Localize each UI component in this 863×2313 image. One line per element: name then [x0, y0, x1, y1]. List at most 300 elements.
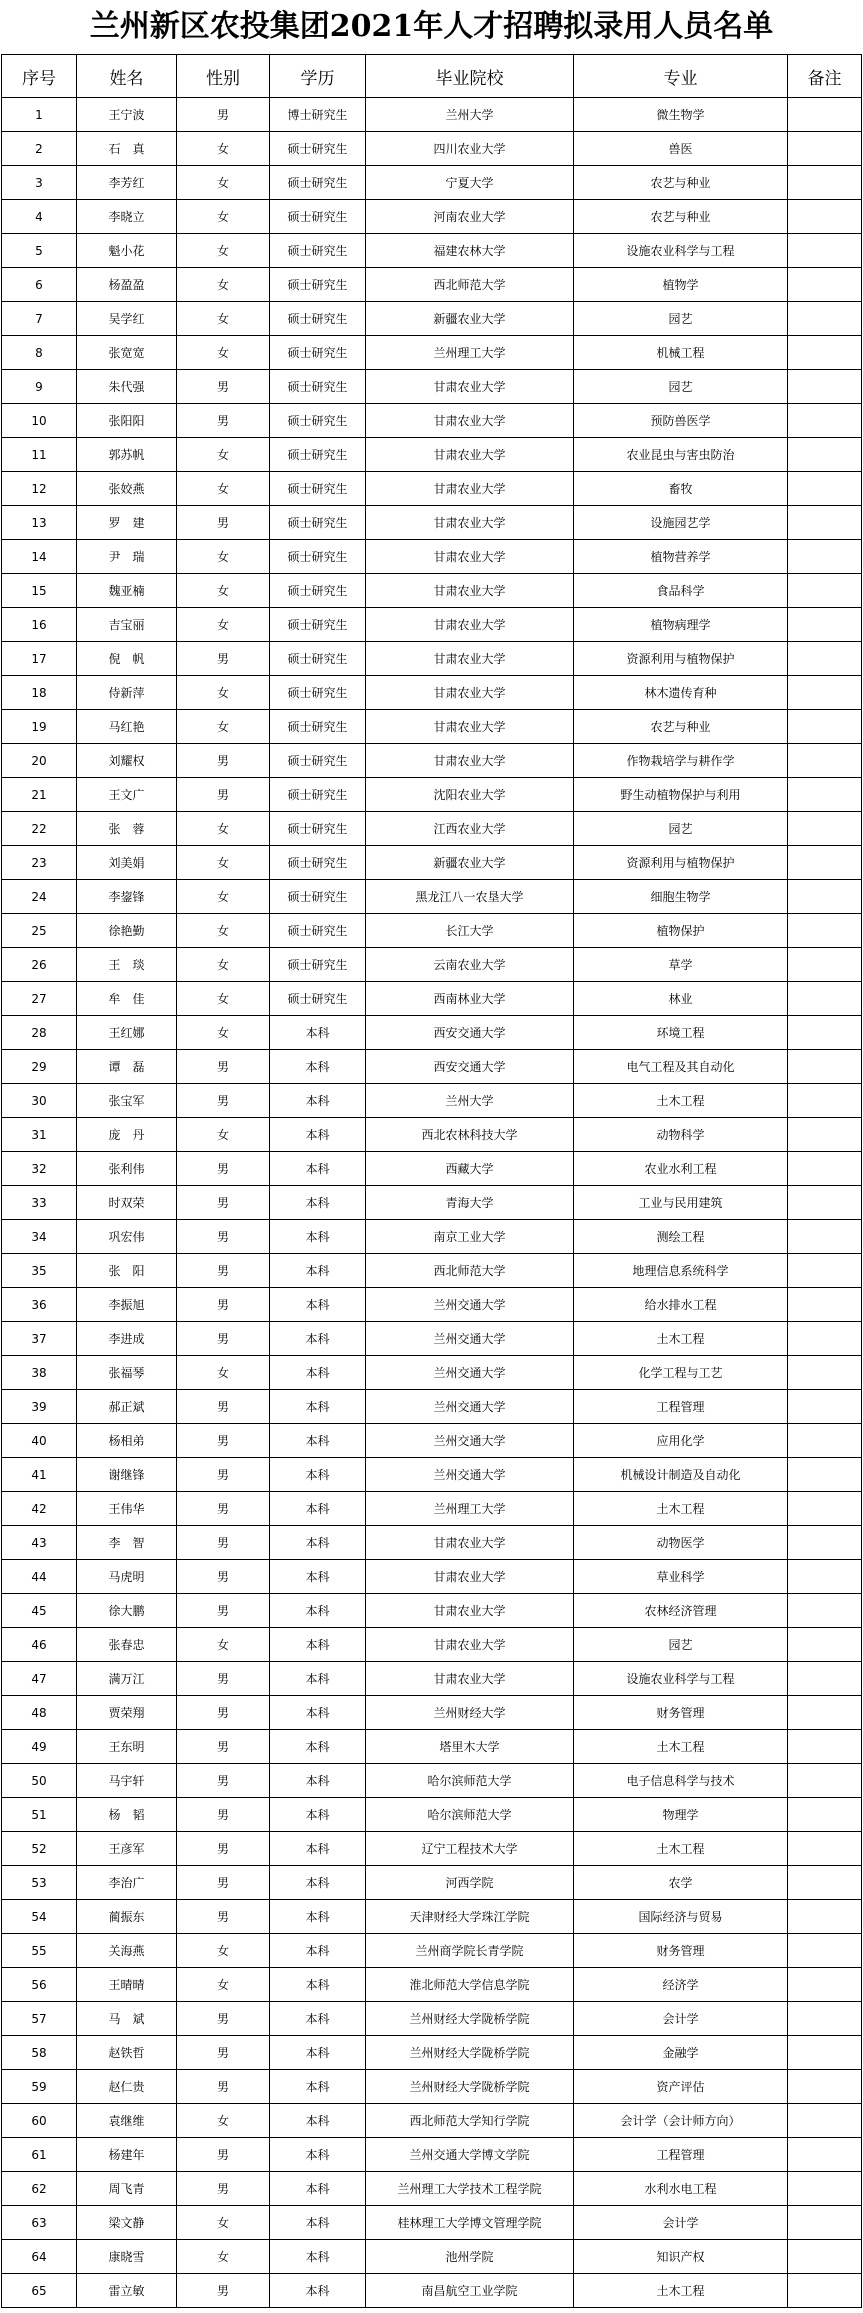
- cell-index: 9: [2, 370, 77, 404]
- cell-major: 食品科学: [574, 574, 788, 608]
- cell-major: 电子信息科学与技术: [574, 1764, 788, 1798]
- cell-degree: 硕士研究生: [270, 948, 366, 982]
- cell-major: 农艺与种业: [574, 166, 788, 200]
- table-row: [2, 1118, 862, 1152]
- cell-degree: 硕士研究生: [270, 166, 366, 200]
- cell-major: 草学: [574, 948, 788, 982]
- cell-school: 淮北师范大学信息学院: [366, 1968, 574, 2002]
- cell-degree: 硕士研究生: [270, 608, 366, 642]
- cell-gender: 女: [177, 302, 270, 336]
- cell-major: 机械设计制造及自动化: [574, 1458, 788, 1492]
- cell-school: 哈尔滨师范大学: [366, 1764, 574, 1798]
- cell-school: 甘肃农业大学: [366, 574, 574, 608]
- cell-remarks: [788, 948, 862, 982]
- cell-degree: 本科: [270, 1662, 366, 1696]
- cell-school: 西北师范大学知行学院: [366, 2104, 574, 2138]
- cell-gender: 男: [177, 370, 270, 404]
- cell-remarks: [788, 1492, 862, 1526]
- cell-major: 化学工程与工艺: [574, 1356, 788, 1390]
- cell-major: 农林经济管理: [574, 1594, 788, 1628]
- cell-name: 谭 磊: [77, 1050, 177, 1084]
- cell-degree: 本科: [270, 1084, 366, 1118]
- cell-major: 水利水电工程: [574, 2172, 788, 2206]
- cell-degree: 硕士研究生: [270, 744, 366, 778]
- cell-remarks: [788, 200, 862, 234]
- cell-name: 朱代强: [77, 370, 177, 404]
- cell-major: 园艺: [574, 812, 788, 846]
- page-title: 兰州新区农投集团2021年人才招聘拟录用人员名单: [89, 9, 774, 44]
- cell-index: 57: [2, 2002, 77, 2036]
- cell-degree: 本科: [270, 1458, 366, 1492]
- cell-remarks: [788, 98, 862, 132]
- table-row: [2, 336, 862, 370]
- cell-degree: 硕士研究生: [270, 200, 366, 234]
- cell-index: 61: [2, 2138, 77, 2172]
- cell-degree: 本科: [270, 1118, 366, 1152]
- cell-major: 土木工程: [574, 1730, 788, 1764]
- cell-school: 甘肃农业大学: [366, 472, 574, 506]
- cell-remarks: [788, 2274, 862, 2308]
- cell-name: 杨盈盈: [77, 268, 177, 302]
- cell-degree: 硕士研究生: [270, 404, 366, 438]
- cell-index: 38: [2, 1356, 77, 1390]
- cell-index: 25: [2, 914, 77, 948]
- cell-school: 甘肃农业大学: [366, 438, 574, 472]
- table-row: [2, 234, 862, 268]
- cell-remarks: [788, 1118, 862, 1152]
- cell-degree: 本科: [270, 1288, 366, 1322]
- table-row: [2, 1594, 862, 1628]
- cell-gender: 女: [177, 1968, 270, 2002]
- cell-major: 经济学: [574, 1968, 788, 2002]
- cell-gender: 女: [177, 914, 270, 948]
- cell-name: 吉宝丽: [77, 608, 177, 642]
- table-row: [2, 2002, 862, 2036]
- cell-school: 兰州交通大学博文学院: [366, 2138, 574, 2172]
- header-school: 毕业院校: [366, 55, 574, 98]
- cell-school: 新疆农业大学: [366, 302, 574, 336]
- cell-name: 倪 帆: [77, 642, 177, 676]
- cell-gender: 男: [177, 1424, 270, 1458]
- cell-index: 45: [2, 1594, 77, 1628]
- cell-index: 58: [2, 2036, 77, 2070]
- cell-school: 兰州交通大学: [366, 1288, 574, 1322]
- cell-gender: 男: [177, 98, 270, 132]
- cell-degree: 本科: [270, 1560, 366, 1594]
- cell-name: 张宽宽: [77, 336, 177, 370]
- cell-degree: 硕士研究生: [270, 846, 366, 880]
- cell-gender: 女: [177, 132, 270, 166]
- cell-major: 土木工程: [574, 2274, 788, 2308]
- cell-degree: 本科: [270, 1628, 366, 1662]
- cell-name: 王伟华: [77, 1492, 177, 1526]
- cell-remarks: [788, 234, 862, 268]
- cell-name: 李治广: [77, 1866, 177, 1900]
- table-row: [2, 846, 862, 880]
- cell-index: 16: [2, 608, 77, 642]
- table-row: [2, 880, 862, 914]
- cell-school: 兰州交通大学: [366, 1424, 574, 1458]
- cell-gender: 女: [177, 336, 270, 370]
- cell-name: 马宇轩: [77, 1764, 177, 1798]
- cell-gender: 男: [177, 1390, 270, 1424]
- table-row: [2, 1424, 862, 1458]
- cell-school: 兰州理工大学: [366, 1492, 574, 1526]
- cell-remarks: [788, 1084, 862, 1118]
- cell-degree: 硕士研究生: [270, 540, 366, 574]
- cell-remarks: [788, 404, 862, 438]
- cell-name: 刘美娟: [77, 846, 177, 880]
- table-row: [2, 472, 862, 506]
- cell-remarks: [788, 1458, 862, 1492]
- cell-school: 西安交通大学: [366, 1016, 574, 1050]
- cell-index: 54: [2, 1900, 77, 1934]
- cell-degree: 本科: [270, 1730, 366, 1764]
- cell-name: 张宝军: [77, 1084, 177, 1118]
- cell-name: 刘耀权: [77, 744, 177, 778]
- cell-index: 10: [2, 404, 77, 438]
- cell-name: 张阳阳: [77, 404, 177, 438]
- table-row: [2, 914, 862, 948]
- cell-school: 甘肃农业大学: [366, 1628, 574, 1662]
- cell-remarks: [788, 1220, 862, 1254]
- cell-major: 林木遗传育种: [574, 676, 788, 710]
- cell-gender: 男: [177, 1186, 270, 1220]
- cell-major: 野生动植物保护与利用: [574, 778, 788, 812]
- cell-gender: 男: [177, 1492, 270, 1526]
- cell-name: 张姣燕: [77, 472, 177, 506]
- cell-index: 52: [2, 1832, 77, 1866]
- cell-school: 四川农业大学: [366, 132, 574, 166]
- cell-remarks: [788, 778, 862, 812]
- table-row: [2, 370, 862, 404]
- cell-name: 谢继锋: [77, 1458, 177, 1492]
- cell-index: 13: [2, 506, 77, 540]
- cell-gender: 男: [177, 1832, 270, 1866]
- cell-index: 6: [2, 268, 77, 302]
- cell-remarks: [788, 336, 862, 370]
- cell-school: 甘肃农业大学: [366, 608, 574, 642]
- cell-major: 环境工程: [574, 1016, 788, 1050]
- cell-gender: 男: [177, 1526, 270, 1560]
- cell-name: 庞 丹: [77, 1118, 177, 1152]
- cell-school: 甘肃农业大学: [366, 404, 574, 438]
- header-name: 姓名: [77, 55, 177, 98]
- table-row: [2, 2138, 862, 2172]
- cell-index: 63: [2, 2206, 77, 2240]
- cell-name: 杨建年: [77, 2138, 177, 2172]
- cell-remarks: [788, 1832, 862, 1866]
- cell-name: 王东明: [77, 1730, 177, 1764]
- cell-school: 兰州交通大学: [366, 1390, 574, 1424]
- cell-index: 51: [2, 1798, 77, 1832]
- cell-school: 兰州财经大学: [366, 1696, 574, 1730]
- cell-degree: 硕士研究生: [270, 438, 366, 472]
- cell-major: 林业: [574, 982, 788, 1016]
- cell-gender: 女: [177, 608, 270, 642]
- cell-index: 53: [2, 1866, 77, 1900]
- cell-major: 工业与民用建筑: [574, 1186, 788, 1220]
- cell-major: 细胞生物学: [574, 880, 788, 914]
- cell-gender: 女: [177, 880, 270, 914]
- cell-remarks: [788, 1628, 862, 1662]
- cell-school: 甘肃农业大学: [366, 1560, 574, 1594]
- cell-school: 辽宁工程技术大学: [366, 1832, 574, 1866]
- cell-remarks: [788, 472, 862, 506]
- cell-degree: 本科: [270, 2206, 366, 2240]
- cell-school: 甘肃农业大学: [366, 506, 574, 540]
- cell-school: 兰州交通大学: [366, 1356, 574, 1390]
- cell-school: 青海大学: [366, 1186, 574, 1220]
- cell-index: 36: [2, 1288, 77, 1322]
- cell-major: 农艺与种业: [574, 200, 788, 234]
- table-row: [2, 1152, 862, 1186]
- cell-index: 37: [2, 1322, 77, 1356]
- table-row: [2, 438, 862, 472]
- cell-name: 蔺振东: [77, 1900, 177, 1934]
- cell-school: 西南林业大学: [366, 982, 574, 1016]
- cell-gender: 女: [177, 438, 270, 472]
- cell-index: 5: [2, 234, 77, 268]
- cell-name: 张利伟: [77, 1152, 177, 1186]
- cell-gender: 女: [177, 234, 270, 268]
- cell-index: 56: [2, 1968, 77, 2002]
- cell-remarks: [788, 1594, 862, 1628]
- cell-remarks: [788, 574, 862, 608]
- cell-degree: 本科: [270, 1186, 366, 1220]
- cell-index: 18: [2, 676, 77, 710]
- cell-gender: 男: [177, 2172, 270, 2206]
- cell-remarks: [788, 812, 862, 846]
- cell-remarks: [788, 268, 862, 302]
- cell-gender: 男: [177, 1254, 270, 1288]
- cell-remarks: [788, 2002, 862, 2036]
- cell-remarks: [788, 880, 862, 914]
- cell-name: 徐艳勤: [77, 914, 177, 948]
- cell-name: 周飞青: [77, 2172, 177, 2206]
- cell-index: 42: [2, 1492, 77, 1526]
- cell-index: 35: [2, 1254, 77, 1288]
- cell-major: 给水排水工程: [574, 1288, 788, 1322]
- cell-remarks: [788, 1764, 862, 1798]
- cell-degree: 本科: [270, 1322, 366, 1356]
- cell-school: 沈阳农业大学: [366, 778, 574, 812]
- cell-index: 39: [2, 1390, 77, 1424]
- cell-remarks: [788, 370, 862, 404]
- cell-index: 50: [2, 1764, 77, 1798]
- table-row: [2, 1356, 862, 1390]
- table-row: [2, 98, 862, 132]
- table-row: [2, 132, 862, 166]
- table-row: [2, 1832, 862, 1866]
- cell-major: 电气工程及其自动化: [574, 1050, 788, 1084]
- table-row: [2, 404, 862, 438]
- cell-major: 土木工程: [574, 1832, 788, 1866]
- table-row: [2, 1390, 862, 1424]
- cell-name: 张 蓉: [77, 812, 177, 846]
- cell-major: 农学: [574, 1866, 788, 1900]
- table-row: [2, 200, 862, 234]
- cell-name: 满万江: [77, 1662, 177, 1696]
- cell-remarks: [788, 302, 862, 336]
- cell-remarks: [788, 982, 862, 1016]
- cell-index: 8: [2, 336, 77, 370]
- cell-index: 49: [2, 1730, 77, 1764]
- cell-school: 福建农林大学: [366, 234, 574, 268]
- header-row: [2, 55, 862, 98]
- cell-index: 28: [2, 1016, 77, 1050]
- header-degree: 学历: [270, 55, 366, 98]
- table-row: [2, 1220, 862, 1254]
- cell-remarks: [788, 2104, 862, 2138]
- table-row: [2, 1900, 862, 1934]
- cell-index: 20: [2, 744, 77, 778]
- cell-remarks: [788, 1390, 862, 1424]
- cell-school: 南昌航空工业学院: [366, 2274, 574, 2308]
- cell-gender: 女: [177, 948, 270, 982]
- cell-school: 南京工业大学: [366, 1220, 574, 1254]
- cell-name: 石 真: [77, 132, 177, 166]
- cell-name: 郝正斌: [77, 1390, 177, 1424]
- cell-degree: 本科: [270, 1424, 366, 1458]
- cell-gender: 男: [177, 1730, 270, 1764]
- cell-remarks: [788, 1662, 862, 1696]
- cell-degree: 本科: [270, 1152, 366, 1186]
- cell-remarks: [788, 1696, 862, 1730]
- cell-index: 33: [2, 1186, 77, 1220]
- table-body: [2, 98, 862, 2308]
- cell-gender: 男: [177, 506, 270, 540]
- cell-gender: 男: [177, 1866, 270, 1900]
- cell-major: 设施园艺学: [574, 506, 788, 540]
- cell-major: 资源利用与植物保护: [574, 846, 788, 880]
- cell-degree: 博士研究生: [270, 98, 366, 132]
- cell-name: 侍新萍: [77, 676, 177, 710]
- cell-remarks: [788, 1254, 862, 1288]
- table-row: [2, 1764, 862, 1798]
- table-row: [2, 982, 862, 1016]
- cell-name: 尹 瑞: [77, 540, 177, 574]
- cell-school: 西藏大学: [366, 1152, 574, 1186]
- cell-school: 兰州理工大学技术工程学院: [366, 2172, 574, 2206]
- cell-name: 张 阳: [77, 1254, 177, 1288]
- cell-remarks: [788, 1424, 862, 1458]
- cell-major: 作物栽培学与耕作学: [574, 744, 788, 778]
- cell-gender: 男: [177, 1594, 270, 1628]
- cell-index: 43: [2, 1526, 77, 1560]
- cell-index: 11: [2, 438, 77, 472]
- table-row: [2, 1016, 862, 1050]
- table-row: [2, 1084, 862, 1118]
- cell-index: 44: [2, 1560, 77, 1594]
- cell-name: 李进成: [77, 1322, 177, 1356]
- cell-major: 知识产权: [574, 2240, 788, 2274]
- cell-degree: 本科: [270, 1764, 366, 1798]
- cell-degree: 本科: [270, 1594, 366, 1628]
- cell-major: 工程管理: [574, 1390, 788, 1424]
- roster-table: [1, 54, 862, 2308]
- cell-degree: 本科: [270, 2002, 366, 2036]
- cell-degree: 硕士研究生: [270, 914, 366, 948]
- cell-index: 29: [2, 1050, 77, 1084]
- cell-remarks: [788, 2172, 862, 2206]
- cell-name: 郭苏帆: [77, 438, 177, 472]
- cell-degree: 本科: [270, 1050, 366, 1084]
- cell-school: 兰州大学: [366, 1084, 574, 1118]
- cell-major: 测绘工程: [574, 1220, 788, 1254]
- cell-school: 兰州大学: [366, 98, 574, 132]
- header-gender: 性别: [177, 55, 270, 98]
- cell-name: 杨相弟: [77, 1424, 177, 1458]
- cell-degree: 硕士研究生: [270, 676, 366, 710]
- cell-remarks: [788, 846, 862, 880]
- cell-gender: 男: [177, 1322, 270, 1356]
- cell-index: 21: [2, 778, 77, 812]
- cell-school: 甘肃农业大学: [366, 540, 574, 574]
- cell-gender: 女: [177, 1118, 270, 1152]
- cell-name: 魏亚楠: [77, 574, 177, 608]
- cell-remarks: [788, 1934, 862, 1968]
- cell-major: 兽医: [574, 132, 788, 166]
- cell-degree: 硕士研究生: [270, 812, 366, 846]
- cell-remarks: [788, 506, 862, 540]
- cell-index: 34: [2, 1220, 77, 1254]
- cell-degree: 硕士研究生: [270, 574, 366, 608]
- cell-remarks: [788, 914, 862, 948]
- cell-school: 兰州财经大学陇桥学院: [366, 2036, 574, 2070]
- cell-degree: 本科: [270, 1220, 366, 1254]
- cell-major: 设施农业科学与工程: [574, 234, 788, 268]
- cell-major: 畜牧: [574, 472, 788, 506]
- cell-degree: 硕士研究生: [270, 880, 366, 914]
- table-row: [2, 1050, 862, 1084]
- cell-remarks: [788, 1798, 862, 1832]
- cell-index: 3: [2, 166, 77, 200]
- cell-index: 60: [2, 2104, 77, 2138]
- cell-school: 甘肃农业大学: [366, 1526, 574, 1560]
- cell-school: 河西学院: [366, 1866, 574, 1900]
- cell-remarks: [788, 1016, 862, 1050]
- cell-school: 兰州交通大学: [366, 1458, 574, 1492]
- cell-degree: 本科: [270, 2070, 366, 2104]
- table-row: [2, 710, 862, 744]
- cell-remarks: [788, 1186, 862, 1220]
- cell-remarks: [788, 1560, 862, 1594]
- cell-major: 农业水利工程: [574, 1152, 788, 1186]
- cell-gender: 女: [177, 574, 270, 608]
- table-row: [2, 812, 862, 846]
- cell-index: 40: [2, 1424, 77, 1458]
- cell-gender: 男: [177, 1084, 270, 1118]
- cell-name: 贾荣翔: [77, 1696, 177, 1730]
- cell-major: 地理信息系统科学: [574, 1254, 788, 1288]
- cell-name: 李晓立: [77, 200, 177, 234]
- table-row: [2, 2206, 862, 2240]
- cell-degree: 本科: [270, 1866, 366, 1900]
- cell-school: 兰州交通大学: [366, 1322, 574, 1356]
- cell-school: 甘肃农业大学: [366, 1662, 574, 1696]
- cell-name: 马虎明: [77, 1560, 177, 1594]
- cell-gender: 男: [177, 1458, 270, 1492]
- table-row: [2, 948, 862, 982]
- cell-gender: 男: [177, 1560, 270, 1594]
- table-row: [2, 676, 862, 710]
- cell-major: 植物保护: [574, 914, 788, 948]
- cell-school: 宁夏大学: [366, 166, 574, 200]
- cell-index: 15: [2, 574, 77, 608]
- cell-gender: 女: [177, 1016, 270, 1050]
- cell-school: 云南农业大学: [366, 948, 574, 982]
